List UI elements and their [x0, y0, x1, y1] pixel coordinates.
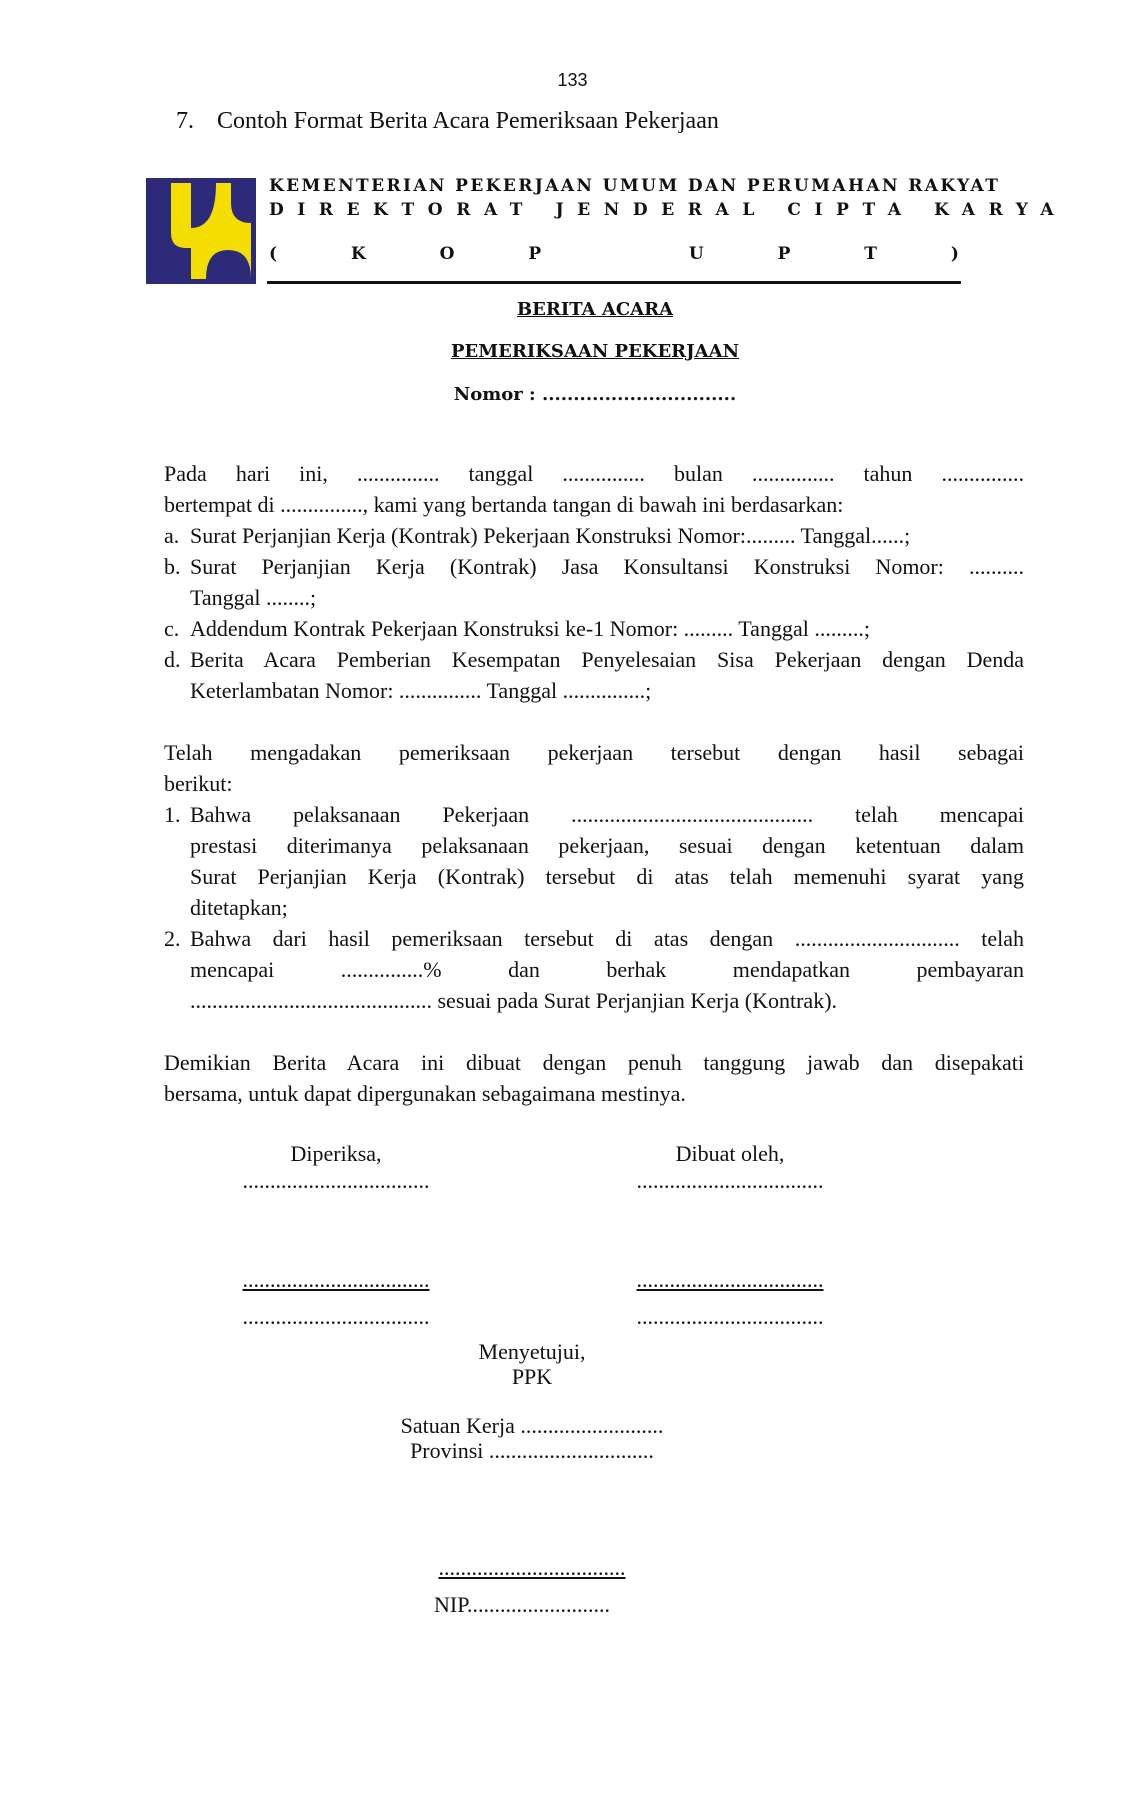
- signature-left-org: ..................................: [242, 1168, 430, 1193]
- kop-char: U: [688, 244, 704, 264]
- kop-char: T: [864, 244, 877, 264]
- basis-list: [164, 520, 1024, 706]
- signature-left-label: Diperiksa,: [290, 1141, 382, 1166]
- signature-left-nip: ..................................: [242, 1304, 430, 1329]
- list-marker: 2.: [164, 926, 181, 951]
- letterhead-directorate: DIREKTORAT JENDERAL CIPTA KARYA: [269, 200, 1068, 220]
- list-text: Bahwa pelaksanaan Pekerjaan ............................................ telah mencapai: [190, 802, 1024, 827]
- list-text: Keterlambatan Nomor: ............... Tanggal ...............;: [190, 678, 652, 703]
- list-text: Surat Perjanjian Kerja (Kontrak) Pekerjaan Konstruksi Nomor:......... Tanggal......;: [190, 523, 911, 548]
- list-text: ditetapkan;: [190, 895, 288, 920]
- signature-left-name: ..................................: [242, 1267, 430, 1292]
- list-marker: b.: [164, 554, 181, 579]
- list-text: Berita Acara Pemberian Kesempatan Penyelesaian Sisa Pekerjaan dengan Denda: [190, 647, 1024, 672]
- list-marker: 1.: [164, 802, 181, 827]
- document-title: BERITA ACARA: [516, 299, 674, 320]
- list-item: [164, 644, 1024, 706]
- list-text: Tanggal ........;: [190, 585, 317, 610]
- intro-line: bertempat di ..............., kami yang bertanda tangan di bawah ini berdasarkan:: [164, 492, 844, 517]
- intro-paragraph: [164, 458, 1024, 520]
- signature-right-name: ..................................: [636, 1267, 824, 1292]
- list-item: [164, 520, 1024, 551]
- letterhead-kop-upt: [269, 244, 959, 264]
- signature-right-org: ..................................: [636, 1168, 824, 1193]
- letterhead-ministry: KEMENTERIAN PEKERJAAN UMUM DAN PERUMAHAN RAKYAT: [269, 176, 1001, 196]
- list-item: [164, 799, 1024, 923]
- document-subtitle: PEMERIKSAAN PEKERJAAN: [450, 341, 740, 362]
- list-text: Addendum Kontrak Pekerjaan Konstruksi ke-1 Nomor: ......... Tanggal .........;: [190, 616, 870, 641]
- approval-unit: Satuan Kerja ..........................: [400, 1413, 664, 1438]
- letterhead-divider: [267, 281, 961, 284]
- signature-right-label: Dibuat oleh,: [675, 1141, 785, 1166]
- section-heading: [176, 108, 719, 135]
- section-title: Contoh Format Berita Acara Pemeriksaan Pekerjaan: [217, 108, 719, 134]
- section-number: 7.: [176, 108, 194, 134]
- closing-line: Demikian Berita Acara ini dibuat dengan penuh tanggung jawab dan disepakati: [164, 1050, 1024, 1075]
- approval-name: ..................................: [438, 1555, 626, 1580]
- pupr-logo: [146, 178, 256, 284]
- intro-line: Pada hari ini, ............... tanggal ............... bulan ............... tahun ...............: [164, 461, 1024, 486]
- list-marker: c.: [164, 616, 180, 641]
- result-intro-paragraph: [164, 737, 1024, 799]
- kop-char: O: [439, 244, 455, 264]
- list-marker: a.: [164, 523, 180, 548]
- kop-char: (: [269, 244, 278, 264]
- list-text: Bahwa dari hasil pemeriksaan tersebut di atas dengan .............................. telah: [190, 926, 1024, 951]
- list-item: [164, 923, 1024, 1016]
- approval-label: Menyetujui,: [478, 1339, 586, 1364]
- list-text: Surat Perjanjian Kerja (Kontrak) tersebut di atas telah memenuhi syarat yang: [190, 864, 1024, 889]
- page-number: 133: [557, 70, 588, 90]
- kop-char: P: [528, 244, 542, 264]
- approval-role: PPK: [511, 1364, 553, 1389]
- kop-char: P: [777, 244, 791, 264]
- kop-char: ): [950, 244, 959, 264]
- list-item: [164, 551, 1024, 613]
- list-item: [164, 613, 1024, 644]
- document-number: Nomor : ...............................: [453, 384, 737, 405]
- closing-line: bersama, untuk dapat dipergunakan sebagaimana mestinya.: [164, 1081, 686, 1106]
- results-list: [164, 799, 1024, 1016]
- list-text: prestasi diterimanya pelaksanaan pekerjaan, sesuai dengan ketentuan dalam: [190, 833, 1024, 858]
- closing-paragraph: [164, 1047, 1024, 1109]
- result-intro-line: Telah mengadakan pemeriksaan pekerjaan tersebut dengan hasil sebagai: [164, 740, 1024, 765]
- list-text: mencapai ...............% dan berhak mendapatkan pembayaran: [190, 957, 1024, 982]
- list-marker: d.: [164, 647, 181, 672]
- approval-province: Provinsi ..............................: [410, 1438, 654, 1463]
- list-text: ............................................ sesuai pada Surat Perjanjian Kerja (Kontrak).: [190, 988, 838, 1013]
- result-intro-line: berikut:: [164, 771, 233, 796]
- kop-char: K: [350, 244, 366, 264]
- list-text: Surat Perjanjian Kerja (Kontrak) Jasa Konsultansi Konstruksi Nomor: ..........: [190, 554, 1024, 579]
- approval-nip: NIP..........................: [433, 1592, 610, 1617]
- signature-right-nip: ..................................: [636, 1304, 824, 1329]
